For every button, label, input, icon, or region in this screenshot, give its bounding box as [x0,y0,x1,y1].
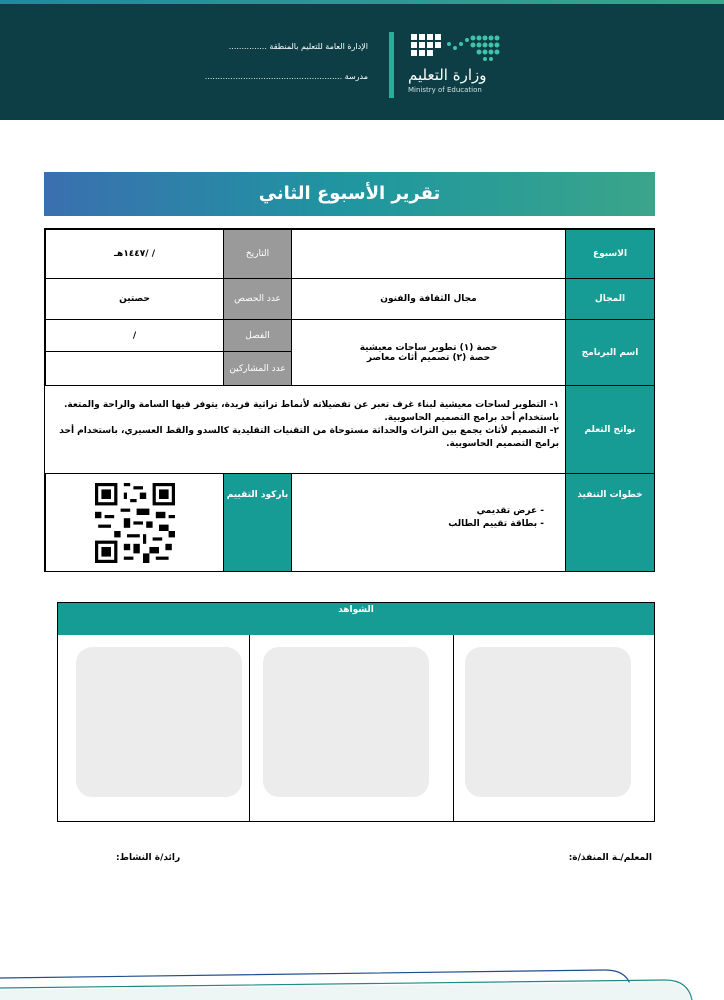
date-label: التاريخ [223,229,292,279]
evidence-photo-placeholder [263,647,429,797]
barcode-label: باركود التقييم [223,473,292,572]
page-header [0,0,724,120]
steps-list [448,505,544,531]
class-value: / [45,319,224,352]
date-value: / /١٤٤٧هـ [45,229,224,279]
domain-label: المجال [565,278,655,320]
leader-signature-label: رائد/ة النشاط: [116,853,181,863]
school-line: مدرسة ...................................................... [204,72,368,81]
ministry-name-en: Ministry of Education [408,86,482,94]
sessions-count-label: عدد الحصص [223,278,292,320]
education-department-line: الإدارة العامة للتعليم بالمنطقة ............... [228,42,368,51]
steps-label: خطوات التنفيذ [565,473,655,572]
step-item-2: - بطاقة تقييم الطالب [448,519,544,529]
evidence-divider [453,635,454,821]
evidence-title: الشواهد [58,603,654,635]
evidence-box [57,602,655,822]
barcode-cell [45,473,224,572]
logo-divider-bar [389,32,394,98]
teacher-signature-label: المعلم/ـة المنفذ/ة: [568,853,652,863]
evidence-photo-placeholder [76,647,242,797]
report-table [44,228,655,572]
outcomes-label: نواتج التعلم [565,385,655,474]
program-session-1: حصة (١) تطوير ساحات معيشية [359,342,498,353]
report-title: تقرير الأسبوع الثاني [44,172,655,216]
header-accent-line [0,0,724,4]
class-label: الفصل [223,319,292,352]
ministry-logo-icon [411,34,503,62]
week-value [291,229,566,279]
week-label: الاسبوع [565,229,655,279]
step-item-1: - عرض تقديمي [476,506,544,516]
evidence-divider [249,635,250,821]
program-session-2: حصة (٢) تصميم أثاث معاصر [366,352,491,363]
footer-decoration [0,960,724,1000]
outcome-1: ١- التطوير لساحات معيشية لبناء غرف تعبر عن تفضيلاته لأنماط تراثية فريدة، يتوفر فيها السامة والراحة والمتعة. باستخدام أحد برامج التصميم الحاسوبية. [63,400,559,423]
outcome-2: ٢- التصميم لأثاث يجمع بين التراث والحداثة مستوحاة من التقنيات التقليدية كالسدو والقط العسيري، باستخدام أحد برامج التصميم الحاسوبية. [59,426,559,449]
program-value [291,319,566,386]
evidence-photo-placeholder [465,647,631,797]
qr-code-icon [95,483,175,563]
participants-value [45,351,224,386]
domain-value: مجال الثقافة والفنون [291,278,566,320]
participants-label: عدد المشاركين [223,351,292,386]
outcomes-text [45,385,567,473]
program-label: اسم البرنامج [565,319,655,386]
sessions-count-value: حصتين [45,278,224,320]
ministry-name-ar: وزارة التعليم [408,66,487,84]
